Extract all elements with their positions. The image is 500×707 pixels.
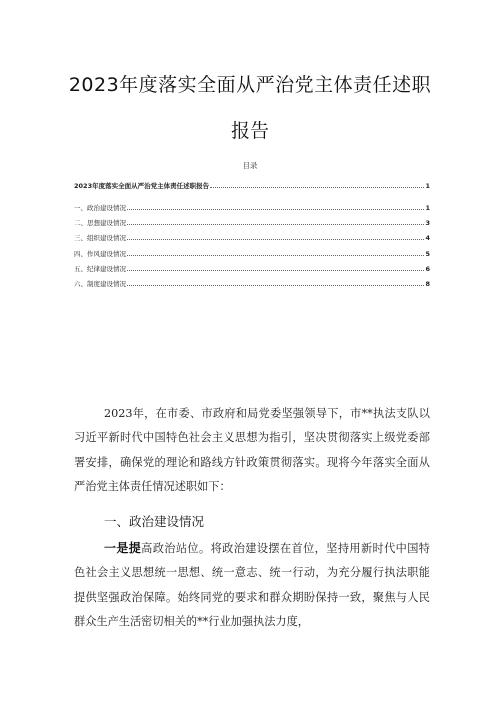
toc-entry-label: 2023年度落实全面从严治党主体责任述职报告 — [74, 182, 210, 190]
toc-entry-main[interactable] — [74, 181, 430, 190]
toc-leader-dots — [210, 181, 424, 188]
toc-entry-4[interactable] — [74, 249, 430, 258]
toc-entry-label: 三、组织建设情况 — [74, 234, 126, 243]
toc-heading: 目录 — [242, 161, 258, 170]
toc-entry-2[interactable] — [74, 218, 430, 227]
toc-entry-5[interactable] — [74, 264, 430, 273]
table-of-contents — [74, 181, 430, 294]
toc-leader-dots — [127, 233, 424, 240]
toc-leader-dots — [127, 264, 424, 271]
toc-entry-page: 8 — [425, 279, 430, 288]
toc-entry-page: 1 — [425, 204, 430, 212]
toc-entry-label: 四、作风建设情况 — [74, 249, 126, 258]
document-title-line-2: 报告 — [230, 120, 269, 142]
toc-entry-page: 6 — [425, 264, 430, 273]
toc-entry-label: 一、政治建设情况 — [74, 204, 126, 212]
toc-leader-dots — [127, 249, 424, 256]
section-paragraph-political — [74, 536, 430, 635]
paragraph-text: 高政治站位。将政治建设摆在首位，坚持用新时代中国特色社会主义思想统一思想、统一意志、统一行动，为充分履行执法职能提供坚强政治保障。始终同党的要求和群众期盼保持一致，聚焦与人民群众生产生活密切相关的**行业加强执法力度， — [74, 542, 430, 629]
toc-entry-page: 4 — [425, 234, 430, 243]
toc-leader-dots — [127, 279, 424, 286]
toc-entry-label: 六、制度建设情况 — [74, 279, 126, 288]
toc-entry-label: 五、纪律建设情况 — [74, 264, 126, 273]
section-heading-political: 一、政治建设情况 — [104, 514, 205, 529]
toc-entry-1[interactable] — [74, 203, 430, 212]
toc-entry-page: 1 — [425, 182, 430, 190]
paragraph-lead-phrase: 一是提 — [104, 541, 142, 555]
toc-entry-label: 二、思想建设情况 — [74, 219, 126, 228]
toc-entry-3[interactable] — [74, 233, 430, 242]
toc-entry-6[interactable] — [74, 279, 430, 288]
toc-leader-dots — [127, 203, 424, 210]
document-title-line-1: 2023年度落实全面从严治党主体责任述职 — [68, 74, 432, 96]
toc-entry-page: 3 — [425, 219, 430, 228]
intro-paragraph: 2023年，在市委、市政府和局党委坚强领导下，市**执法支队以习近平新时代中国特色社会主义思想为指引，坚决贯彻落实上级党委部署安排，确保党的理论和路线方针政策贯彻落实。现将今年落实全面从严治党主体责任情况述职如下： — [74, 407, 430, 493]
toc-leader-dots — [127, 218, 424, 225]
toc-entry-page: 5 — [425, 249, 430, 258]
